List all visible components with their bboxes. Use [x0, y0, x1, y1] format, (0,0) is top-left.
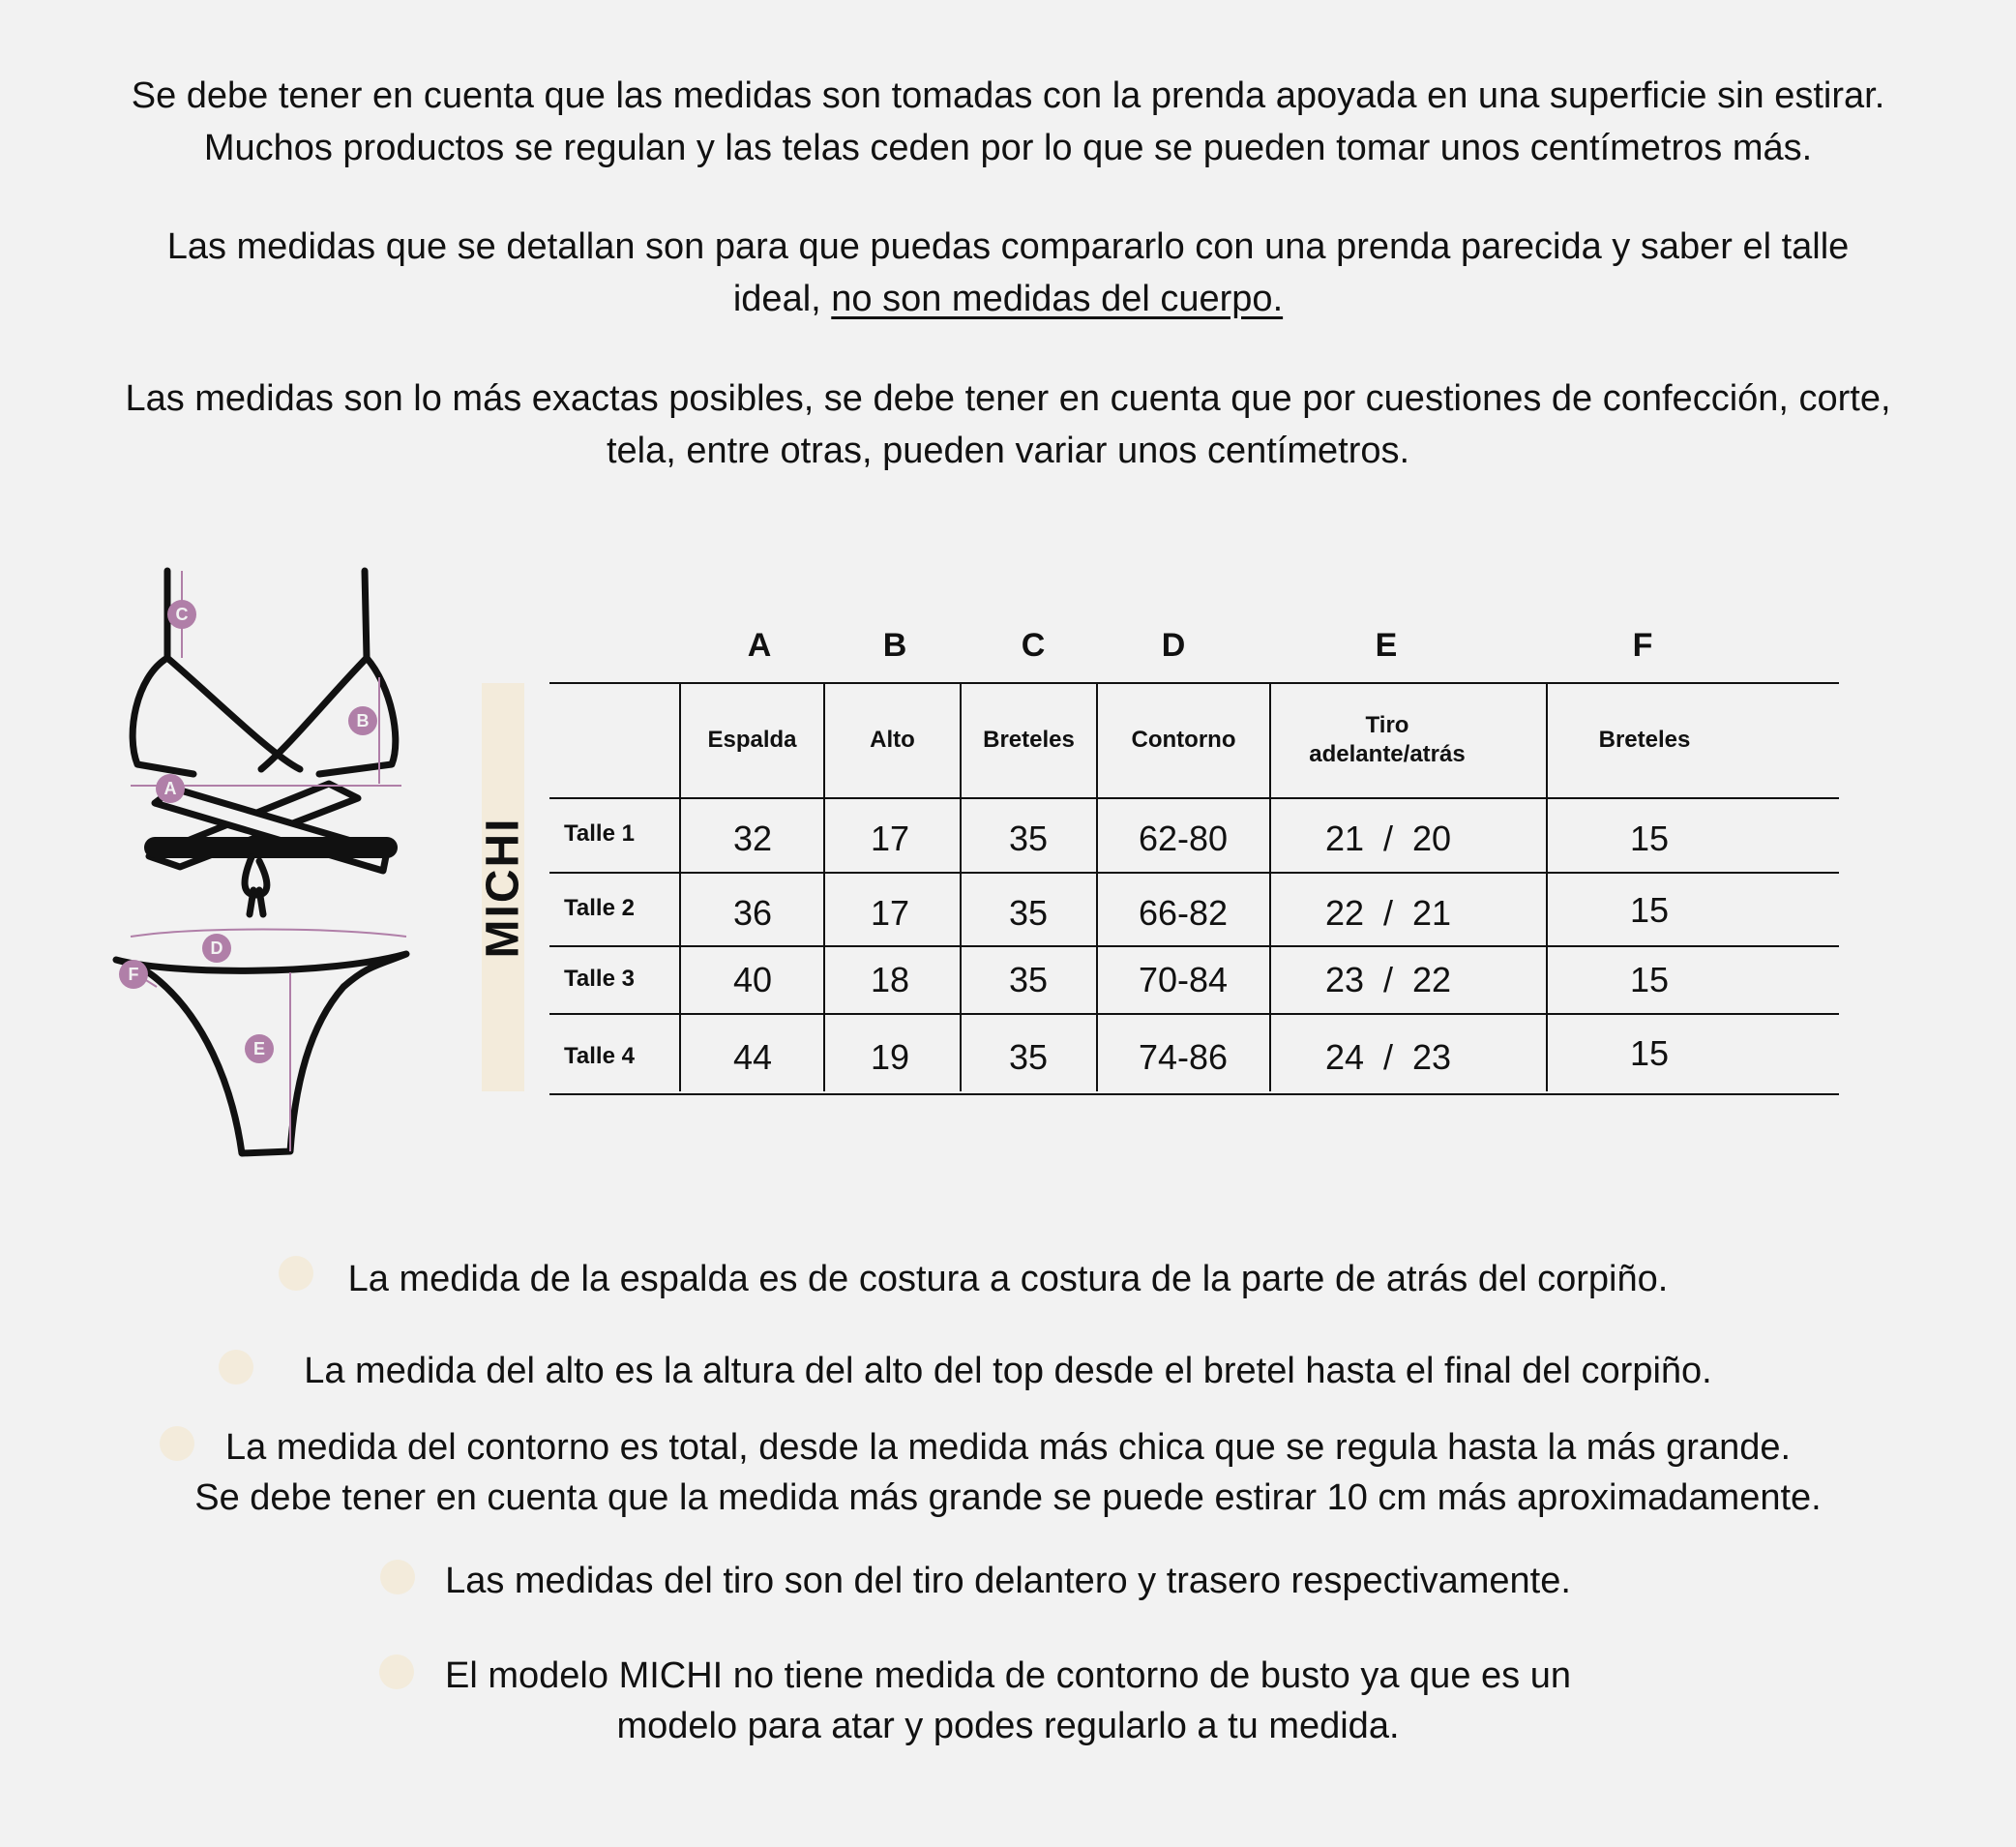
- row-label-talle-3: Talle 3: [564, 966, 635, 992]
- header-breteles-f: Breteles: [1598, 727, 1691, 753]
- cell-r1-breteles-f: 15: [1629, 819, 1670, 858]
- marker-a-icon: [156, 774, 185, 803]
- cell-r3-breteles-f: 15: [1629, 960, 1670, 999]
- table-rule-row3: [549, 1013, 1839, 1015]
- note-contorno: [0, 1422, 2016, 1523]
- cell-r1-contorno: 62-80: [1138, 819, 1229, 858]
- note-michi-line2: modelo para atar y podes regularlo a tu medida.: [616, 1706, 1400, 1746]
- cell-r4-tiro: 24 / 23: [1324, 1037, 1452, 1077]
- cell-r3-tiro: 23 / 22: [1324, 960, 1452, 999]
- svg-text:C: C: [175, 605, 189, 624]
- svg-text:A: A: [163, 779, 177, 798]
- column-letter-b: B: [882, 627, 907, 664]
- note-espalda: La medida de la espalda es de costura a costura de la parte de atrás del corpiño.: [347, 1259, 1669, 1299]
- cell-r4-breteles: 35: [1008, 1037, 1049, 1077]
- table-rule-header: [549, 797, 1839, 799]
- row-label-talle-2: Talle 2: [564, 895, 635, 921]
- column-letter-e: E: [1375, 627, 1398, 664]
- cell-r2-breteles-f: 15: [1629, 890, 1670, 930]
- intro-p1-line2: Muchos productos se regulan y las telas ceden por lo que se pueden tomar unos centímetros más.: [203, 128, 1813, 168]
- column-letter-c: C: [1021, 627, 1046, 664]
- tie: [245, 857, 267, 914]
- header-alto: Alto: [870, 727, 915, 753]
- cell-r2-breteles: 35: [1008, 893, 1049, 933]
- column-letter-f: F: [1632, 627, 1653, 664]
- intro-p2-line2: [39, 273, 1977, 325]
- intro-paragraph-1: [39, 70, 1977, 174]
- table-rule-row2: [549, 945, 1839, 947]
- note-michi-line1: El modelo MICHI no tiene medida de contorno de busto ya que es un: [445, 1655, 1571, 1696]
- intro-paragraph-2: [39, 221, 1977, 325]
- intro-p3-line2: tela, entre otras, pueden variar unos centímetros.: [606, 431, 1410, 471]
- header-tiro-line2: adelante/atrás: [1309, 741, 1466, 767]
- right-strap: [365, 571, 367, 658]
- note-contorno-line2: Se debe tener en cuenta que la medida más grande se puede estirar 10 cm más aproximadamente.: [194, 1477, 1822, 1518]
- marker-f-icon: [119, 960, 148, 989]
- note-alto: La medida del alto es la altura del alto del top desde el bretel hasta el final del corpiño.: [304, 1351, 1712, 1391]
- svg-text:E: E: [252, 1039, 266, 1058]
- svg-text:B: B: [356, 711, 370, 730]
- table-rule-row1: [549, 872, 1839, 874]
- cell-r3-contorno: 70-84: [1138, 960, 1229, 999]
- intro-p2-line2-start: ideal,: [732, 279, 832, 319]
- svg-text:F: F: [128, 965, 139, 984]
- model-name: MICHI: [477, 817, 529, 958]
- cell-r2-tiro: 22 / 21: [1324, 893, 1452, 933]
- note-michi: [0, 1651, 2016, 1751]
- column-letter-d: D: [1161, 627, 1186, 664]
- header-espalda: Espalda: [707, 727, 797, 753]
- cell-r4-breteles-f: 15: [1629, 1033, 1670, 1073]
- marker-b-icon: [348, 706, 377, 735]
- cell-r3-breteles: 35: [1008, 960, 1049, 999]
- column-letter-a: A: [747, 627, 772, 664]
- cell-r1-breteles: 35: [1008, 819, 1049, 858]
- cell-r1-alto: 17: [870, 819, 910, 858]
- header-breteles: Breteles: [983, 727, 1075, 753]
- note-tiro: Las medidas del tiro son del tiro delantero y trasero respectivamente.: [445, 1561, 1571, 1601]
- cell-r2-alto: 17: [870, 893, 910, 933]
- svg-text:D: D: [210, 938, 223, 958]
- intro-p1-line1: Se debe tener en cuenta que las medidas son tomadas con la prenda apoyada en una superficie sin estirar.: [131, 75, 1885, 116]
- row-label-talle-1: Talle 1: [564, 820, 635, 847]
- model-label-band: [477, 683, 529, 1091]
- cell-r3-espalda: 40: [732, 960, 773, 999]
- intro-p3-line1: Las medidas son lo más exactas posibles, se debe tener en cuenta que por cuestiones de confección, corte,: [125, 378, 1891, 419]
- marker-c-icon: [167, 600, 196, 629]
- header-contorno: Contorno: [1131, 727, 1236, 753]
- cell-r3-alto: 18: [870, 960, 910, 999]
- cell-r4-contorno: 74-86: [1138, 1037, 1229, 1077]
- cell-r2-contorno: 66-82: [1138, 893, 1229, 933]
- table-rule-bottom: [549, 1093, 1839, 1095]
- row-label-talle-4: Talle 4: [564, 1043, 635, 1069]
- header-tiro: [1271, 683, 1503, 797]
- header-tiro-line1: Tiro: [1365, 712, 1409, 738]
- cell-r1-espalda: 32: [732, 819, 773, 858]
- cell-r4-espalda: 44: [732, 1037, 773, 1077]
- note-contorno-line1: La medida del contorno es total, desde la medida más chica que se regula hasta la más grande.: [224, 1427, 1792, 1468]
- intro-paragraph-3: [39, 372, 1977, 477]
- cell-r4-alto: 19: [870, 1037, 910, 1077]
- bikini-diagram: [97, 561, 426, 1171]
- cell-r2-espalda: 36: [732, 893, 773, 933]
- intro-p2-line1: Las medidas que se detallan son para que puedas compararlo con una prenda parecida y saber el talle: [166, 226, 1850, 267]
- marker-e-icon: [245, 1034, 274, 1063]
- marker-d-icon: [202, 934, 231, 963]
- cell-r1-tiro: 21 / 20: [1324, 819, 1452, 858]
- intro-p2-underlined: no son medidas del cuerpo.: [831, 279, 1284, 319]
